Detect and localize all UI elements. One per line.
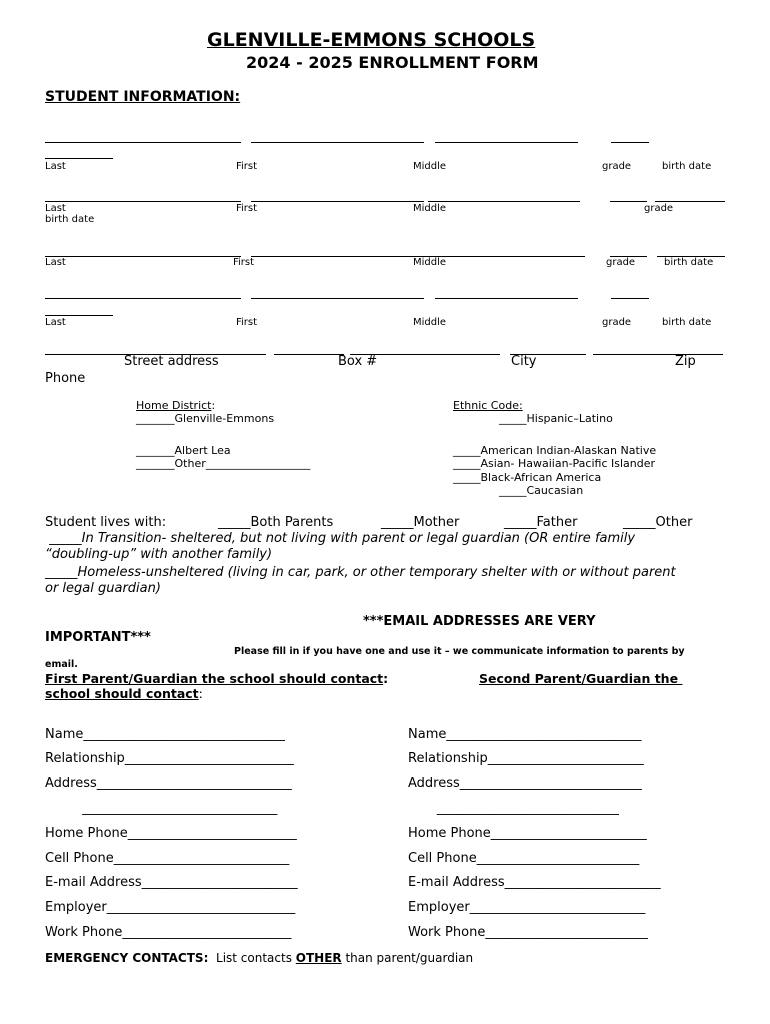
- ethnic-option-black[interactable]: _____Black-African America: [453, 471, 602, 484]
- parent2-work-phone-field[interactable]: Work Phone_________________________: [408, 925, 648, 940]
- district-option-albert-lea[interactable]: _______Albert Lea: [136, 444, 231, 457]
- grade-line-2[interactable]: [610, 201, 647, 202]
- lives-with-both-parents[interactable]: _____Both Parents: [218, 515, 334, 530]
- middle-label: Middle: [413, 203, 447, 214]
- lives-with-father[interactable]: _____Father: [504, 515, 578, 530]
- last-name-line-2[interactable]: [45, 201, 241, 202]
- parent1-name-field[interactable]: Name_______________________________: [45, 727, 285, 742]
- parent1-employer-field[interactable]: Employer_____________________________: [45, 900, 296, 915]
- box-line[interactable]: [274, 354, 344, 355]
- last-name-line-4[interactable]: [45, 298, 241, 299]
- birth-date-label: birth date: [662, 317, 712, 328]
- parent1-cell-phone-field[interactable]: Cell Phone___________________________: [45, 851, 290, 866]
- ethnic-option-american-indian[interactable]: _____American Indian-Alaskan Native: [453, 444, 657, 457]
- lives-with-label: Student lives with:: [45, 515, 167, 530]
- student-info-heading: STUDENT INFORMATION:: [45, 89, 241, 105]
- birth-date-line-1[interactable]: [45, 158, 113, 159]
- email-instructions-cont: email.: [45, 659, 78, 670]
- parent2-relationship-field[interactable]: Relationship________________________: [408, 751, 644, 766]
- first-parent-heading: First Parent/Guardian the school should contact:: [45, 671, 389, 686]
- parent1-email-field[interactable]: E-mail Address________________________: [45, 875, 298, 890]
- parent2-cell-phone-field[interactable]: Cell Phone_________________________: [408, 851, 640, 866]
- ethnic-option-hispanic[interactable]: _____Hispanic–Latino: [499, 412, 613, 425]
- district-option-glenville[interactable]: _______Glenville-Emmons: [136, 412, 275, 425]
- parent2-email-field[interactable]: E-mail Address________________________: [408, 875, 661, 890]
- middle-label: Middle: [413, 257, 447, 268]
- middle-label: Middle: [413, 317, 447, 328]
- first-label: First: [236, 161, 258, 172]
- first-label: First: [233, 257, 255, 268]
- parent2-home-phone-field[interactable]: Home Phone________________________: [408, 826, 647, 841]
- last-label: Last: [45, 317, 66, 328]
- first-name-line-4[interactable]: [251, 298, 424, 299]
- last-name-line-3[interactable]: [45, 256, 241, 257]
- zip-label: Zip: [675, 354, 696, 369]
- birth-date-label: birth date: [662, 161, 712, 172]
- grade-line-1[interactable]: [611, 142, 649, 143]
- ethnic-option-asian[interactable]: _____Asian- Hawaiian-Pacific Islander: [453, 457, 656, 470]
- in-transition-option[interactable]: _____In Transition- sheltered, but not living with parent or legal guardian (OR entire family: [45, 531, 636, 546]
- last-label: Last: [45, 257, 66, 268]
- school-name: GLENVILLE-EMMONS SCHOOLS: [207, 29, 536, 51]
- birth-date-line-4[interactable]: [45, 315, 113, 316]
- ethnic-option-caucasian[interactable]: _____Caucasian: [499, 484, 584, 497]
- second-parent-heading: Second Parent/Guardian the: [479, 671, 683, 686]
- box-label: Box #: [338, 354, 378, 369]
- phone-label: Phone: [45, 371, 86, 386]
- first-label: First: [236, 203, 258, 214]
- parent2-employer-field[interactable]: Employer___________________________: [408, 900, 646, 915]
- parent1-relationship-field[interactable]: Relationship__________________________: [45, 751, 294, 766]
- emergency-contacts-heading: EMERGENCY CONTACTS:: [45, 951, 209, 965]
- grade-label: grade: [602, 317, 632, 328]
- email-notice-line1: ***EMAIL ADDRESSES ARE VERY: [363, 614, 596, 629]
- district-option-other[interactable]: _______Other___________________: [136, 457, 311, 470]
- middle-name-line-4[interactable]: [435, 298, 578, 299]
- parent2-name-field[interactable]: Name______________________________: [408, 727, 642, 742]
- last-label: Last: [45, 203, 66, 214]
- lives-with-other[interactable]: _____Other: [623, 515, 693, 530]
- homeless-option-cont: or legal guardian): [45, 581, 161, 596]
- first-parent-heading-cont: school should contact:: [45, 686, 203, 701]
- street-address-label: Street address: [124, 354, 219, 369]
- form-title: 2024 - 2025 ENROLLMENT FORM: [246, 53, 539, 72]
- middle-name-line-2[interactable]: [428, 201, 580, 202]
- grade-label: grade: [602, 161, 632, 172]
- lives-with-mother[interactable]: _____Mother: [381, 515, 460, 530]
- grade-label: grade: [606, 257, 636, 268]
- in-transition-option-cont: “doubling-up” with another family): [45, 547, 273, 562]
- parent2-address-line2[interactable]: ____________________________: [408, 801, 619, 816]
- parent1-address-line2[interactable]: ______________________________: [45, 801, 278, 816]
- parent1-address-field[interactable]: Address______________________________: [45, 776, 292, 791]
- last-name-line-1[interactable]: [45, 142, 241, 143]
- email-notice-line2: IMPORTANT***: [45, 630, 151, 645]
- birth-date-line-2[interactable]: [655, 201, 725, 202]
- parent1-home-phone-field[interactable]: Home Phone__________________________: [45, 826, 297, 841]
- zip-line[interactable]: [593, 354, 723, 355]
- first-name-line-2[interactable]: [251, 201, 424, 202]
- middle-name-line-1[interactable]: [435, 142, 578, 143]
- first-name-line-1[interactable]: [251, 142, 424, 143]
- last-label: Last: [45, 161, 66, 172]
- city-label: City: [511, 354, 537, 369]
- parent1-work-phone-field[interactable]: Work Phone__________________________: [45, 925, 292, 940]
- ethnic-code-heading: Ethnic Code:: [453, 399, 523, 412]
- emergency-contacts-line: EMERGENCY CONTACTS: List contacts OTHER than parent/guardian: [45, 951, 474, 965]
- email-instructions: Please fill in if you have one and use it – we communicate information to parents by: [234, 646, 685, 657]
- grade-line-4[interactable]: [611, 298, 649, 299]
- home-district-heading: Home District:: [136, 399, 216, 412]
- parent2-address-field[interactable]: Address____________________________: [408, 776, 642, 791]
- homeless-option[interactable]: _____Homeless-unsheltered (living in car, park, or other temporary shelter with or without parent: [45, 565, 676, 580]
- first-label: First: [236, 317, 258, 328]
- middle-label: Middle: [413, 161, 447, 172]
- birth-date-label: birth date: [664, 257, 714, 268]
- birth-date-label: birth date: [45, 214, 95, 225]
- grade-label: grade: [644, 203, 674, 214]
